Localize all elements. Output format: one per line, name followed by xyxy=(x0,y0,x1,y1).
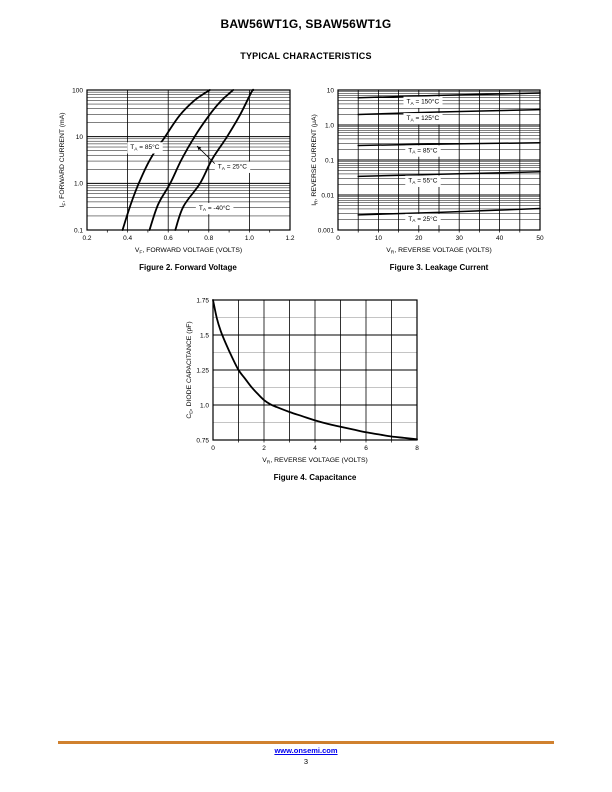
fig3-ytick: 0.1 xyxy=(324,157,334,165)
figure2-caption: Figure 2. Forward Voltage xyxy=(139,263,237,272)
fig2-plot xyxy=(59,87,295,255)
temp-label: $T_A = 85^\circ C$ xyxy=(408,147,438,156)
temp-label: $T_A = 85^\circ C$ xyxy=(130,144,160,153)
fig2-yaxis-title: $I_F$, FORWARD CURRENT (mA) xyxy=(59,112,68,208)
fig3-ytick: 0.01 xyxy=(321,192,334,200)
fig3-series-1 xyxy=(358,110,540,115)
onsemi-link[interactable]: www.onsemi.com xyxy=(274,746,338,755)
fig3-xaxis-title: $V_R$, REVERSE VOLTAGE (VOLTS) xyxy=(386,247,492,256)
fig2-ytick: 100 xyxy=(72,87,83,95)
fig4-xtick: 4 xyxy=(313,445,317,452)
fig2-ytick: 10 xyxy=(75,133,83,141)
fig3-series-4 xyxy=(358,209,540,215)
fig2-xtick: 0.4 xyxy=(123,235,133,242)
fig2-xtick: 0.8 xyxy=(204,235,214,242)
fig2-annotation-1 xyxy=(197,146,250,173)
fig3-annotation-4 xyxy=(405,214,440,225)
fig4-plot xyxy=(186,297,419,465)
fig3-annotation-1 xyxy=(403,113,442,124)
fig4-ytick: 1.75 xyxy=(196,297,209,305)
fig3-annotation-3 xyxy=(405,176,440,187)
fig2-ytick: 0.1 xyxy=(73,227,83,235)
fig2-xaxis-title: $V_F$, FORWARD VOLTAGE (VOLTS) xyxy=(134,247,243,256)
fig3-yaxis-title: $I_R$, REVERSE CURRENT (μA) xyxy=(311,114,320,206)
temp-label: $T_A = 125^\circ C$ xyxy=(406,115,440,124)
fig2-annotation-0 xyxy=(127,142,162,153)
fig3-plot xyxy=(311,87,544,255)
fig2-xtick: 0.6 xyxy=(163,235,173,242)
temp-label: $T_A = 25^\circ C$ xyxy=(408,215,438,225)
footer-rule xyxy=(58,741,554,744)
fig3-xtick: 40 xyxy=(495,235,504,242)
fig3-xtick: 30 xyxy=(455,235,463,242)
temp-label: $T_A = 25^\circ C$ xyxy=(217,163,247,172)
fig2-xtick: 0.2 xyxy=(82,235,92,242)
temp-label: $T_A = -40^\circ C$ xyxy=(198,204,231,214)
fig2-ytick: 1.0 xyxy=(73,180,83,188)
fig4-yaxis-title: $C_D$, DIODE CAPACITANCE (pF) xyxy=(186,321,195,419)
fig4-ytick: 0.75 xyxy=(196,437,209,445)
temp-label: $T_A = 55^\circ C$ xyxy=(408,177,438,186)
fig3-ytick: 1.0 xyxy=(324,122,334,130)
fig4-xtick: 2 xyxy=(262,445,266,452)
figure3-caption: Figure 3. Leakage Current xyxy=(389,263,489,272)
fig2-annotation-2 xyxy=(196,203,234,214)
fig4-ytick: 1.25 xyxy=(196,367,209,375)
fig2-xtick: 1.2 xyxy=(285,235,295,242)
footer-link xyxy=(0,746,612,755)
fig4-xaxis-title: $V_R$, REVERSE VOLTAGE (VOLTS) xyxy=(262,457,368,466)
figure4-caption: Figure 4. Capacitance xyxy=(273,473,357,482)
temp-label: $T_A = 150^\circ C$ xyxy=(406,98,440,107)
fig3-annotation-2 xyxy=(405,145,440,156)
fig4-xtick: 0 xyxy=(211,445,215,452)
section-heading: TYPICAL CHARACTERISTICS xyxy=(240,51,372,61)
fig3-xtick: 10 xyxy=(374,235,383,242)
fig2-xtick: 1.0 xyxy=(244,235,254,242)
fig4-ytick: 1.0 xyxy=(199,402,209,410)
page-title: BAW56WT1G, SBAW56WT1G xyxy=(220,17,392,31)
fig3-xtick: 0 xyxy=(336,235,340,242)
fig4-xtick: 6 xyxy=(364,445,368,452)
fig3-xtick: 20 xyxy=(415,235,423,242)
fig4-xtick: 8 xyxy=(415,445,419,452)
fig3-ytick: 10 xyxy=(326,87,334,95)
fig3-ytick: 0.001 xyxy=(317,227,334,235)
fig3-annotation-0 xyxy=(403,97,442,108)
fig4-ytick: 1.5 xyxy=(199,332,209,340)
page-number: 3 xyxy=(303,757,309,766)
fig3-xtick: 50 xyxy=(536,235,544,242)
